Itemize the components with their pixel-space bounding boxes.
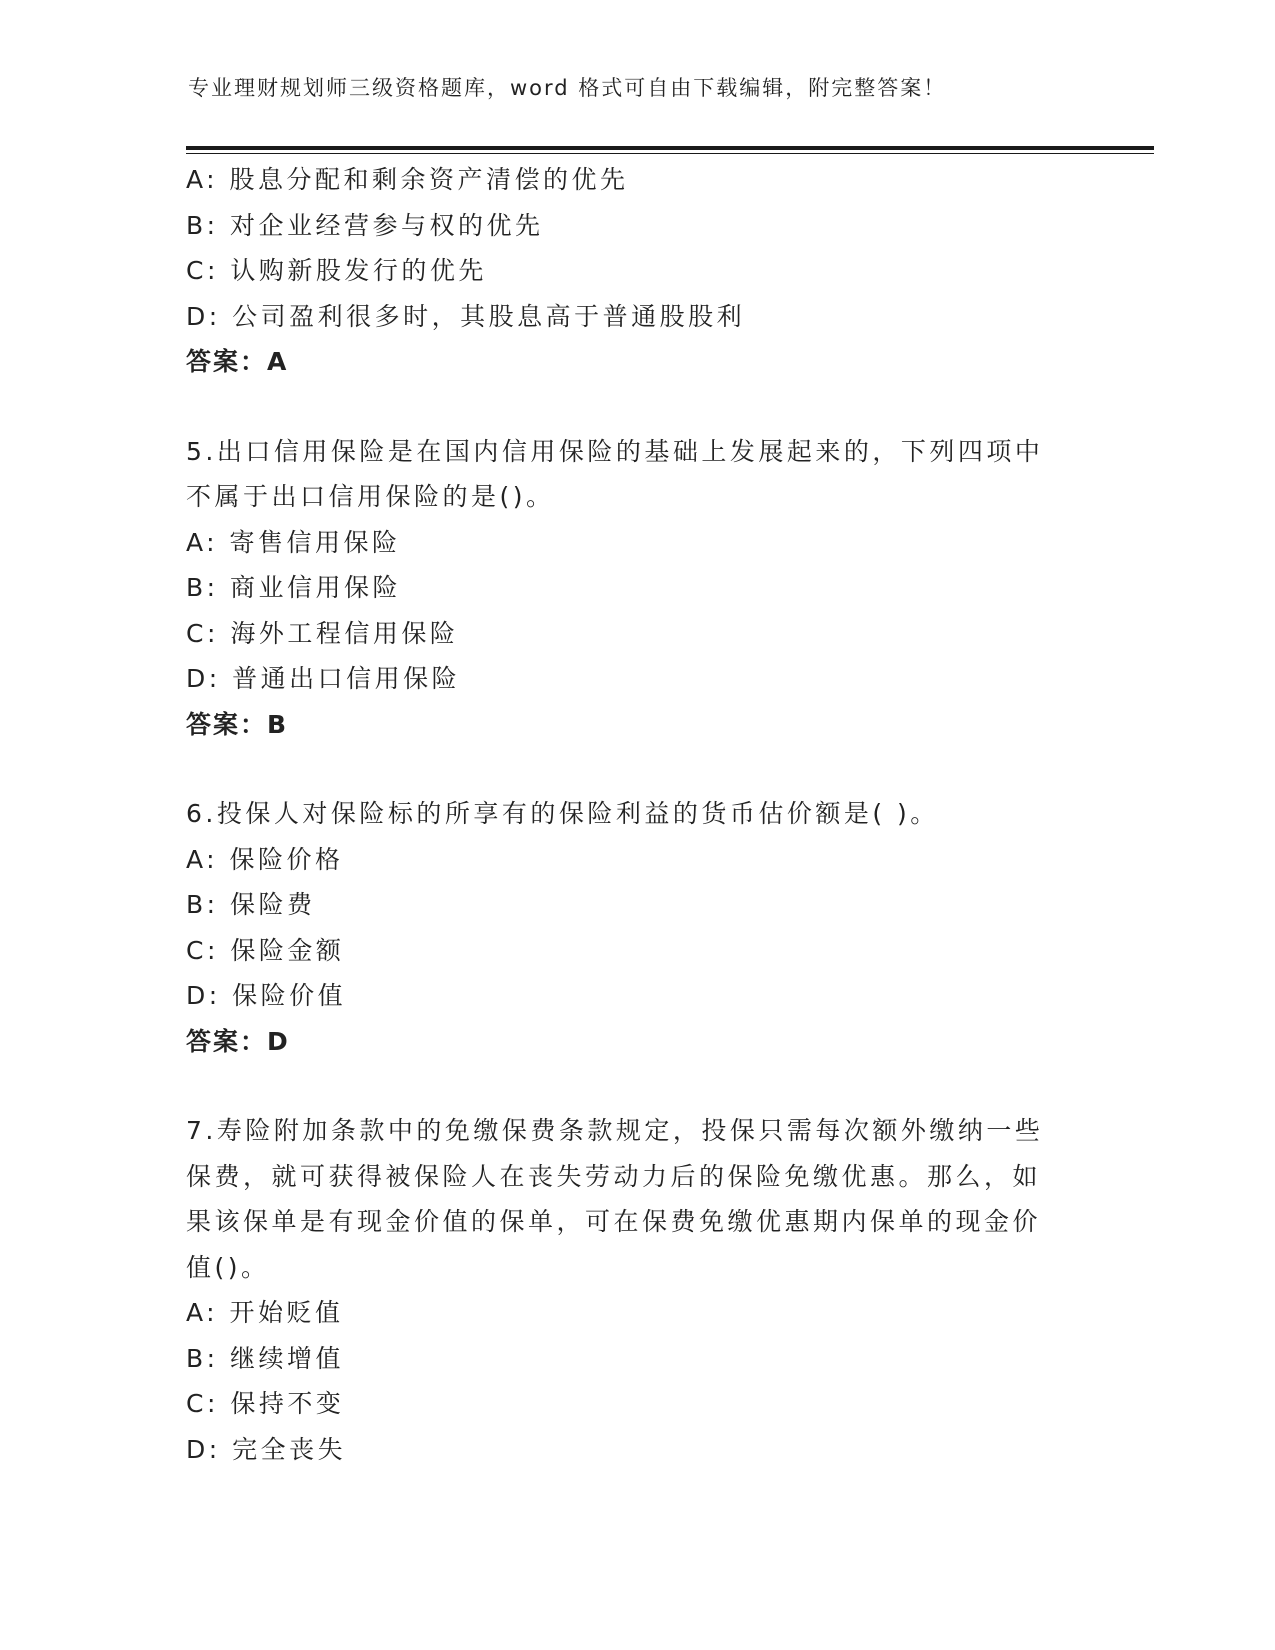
- option-a: A: 保险价格: [186, 844, 344, 874]
- question-stem-line: 6.投保人对保险标的所享有的保险利益的货币估价额是( )。: [186, 799, 939, 828]
- option-a: A: 寄售信用保险: [186, 527, 401, 557]
- question-stem-line: 果该保单是有现金价值的保单，可在保费免缴优惠期内保单的现金价: [186, 1207, 1042, 1236]
- question-stem-line: 7.寿险附加条款中的免缴保费条款规定，投保只需每次额外缴纳一些: [186, 1116, 1044, 1145]
- question-stem-line: 值()。: [186, 1252, 270, 1282]
- option-c: C: 保持不变: [186, 1389, 345, 1418]
- spacer: [186, 385, 1066, 429]
- option-b: B: 商业信用保险: [186, 573, 402, 602]
- header-rule-thin: [186, 153, 1154, 154]
- option-d: D: 普通出口信用保险: [186, 664, 461, 693]
- option-d: D: 公司盈利很多时，其股息高于普通股股利: [186, 301, 746, 331]
- answer: 答案：D: [186, 1026, 290, 1056]
- option-a: A: 股息分配和剩余资产清偿的优先: [186, 165, 629, 194]
- question-4: [186, 157, 1066, 385]
- question-7: [186, 1108, 1066, 1472]
- question-stem: [186, 791, 1066, 837]
- option-a: A: 开始贬值: [186, 1298, 344, 1327]
- option-b: B: 保险费: [186, 890, 316, 919]
- option-c: C: 海外工程信用保险: [186, 618, 459, 648]
- question-stem: [186, 429, 1066, 520]
- answer: 答案：B: [186, 709, 289, 739]
- option-c: C: 保险金额: [186, 935, 345, 965]
- answer: 答案：A: [186, 347, 289, 376]
- question-stem-line: 5.出口信用保险是在国内信用保险的基础上发展起来的，下列四项中: [186, 436, 1044, 466]
- question-5: [186, 429, 1066, 748]
- spacer: [186, 747, 1066, 791]
- question-content: [186, 157, 1066, 1472]
- option-d: D: 保险价值: [186, 981, 347, 1010]
- option-c: C: 认购新股发行的优先: [186, 256, 487, 285]
- spacer: [186, 1064, 1066, 1108]
- option-d: D: 完全丧失: [186, 1434, 347, 1464]
- header-note: 专业理财规划师三级资格题库，word 格式可自由下载编辑，附完整答案！: [188, 76, 947, 100]
- question-stem: [186, 1108, 1066, 1290]
- question-stem-line: 不属于出口信用保险的是()。: [186, 482, 555, 511]
- question-stem-line: 保费，就可获得被保险人在丧失劳动力后的保险免缴优惠。那么，如: [186, 1161, 1042, 1191]
- option-b: B: 对企业经营参与权的优先: [186, 210, 544, 240]
- question-6: [186, 791, 1066, 1064]
- header-rule-thick: [186, 146, 1154, 150]
- option-b: B: 继续增值: [186, 1343, 345, 1373]
